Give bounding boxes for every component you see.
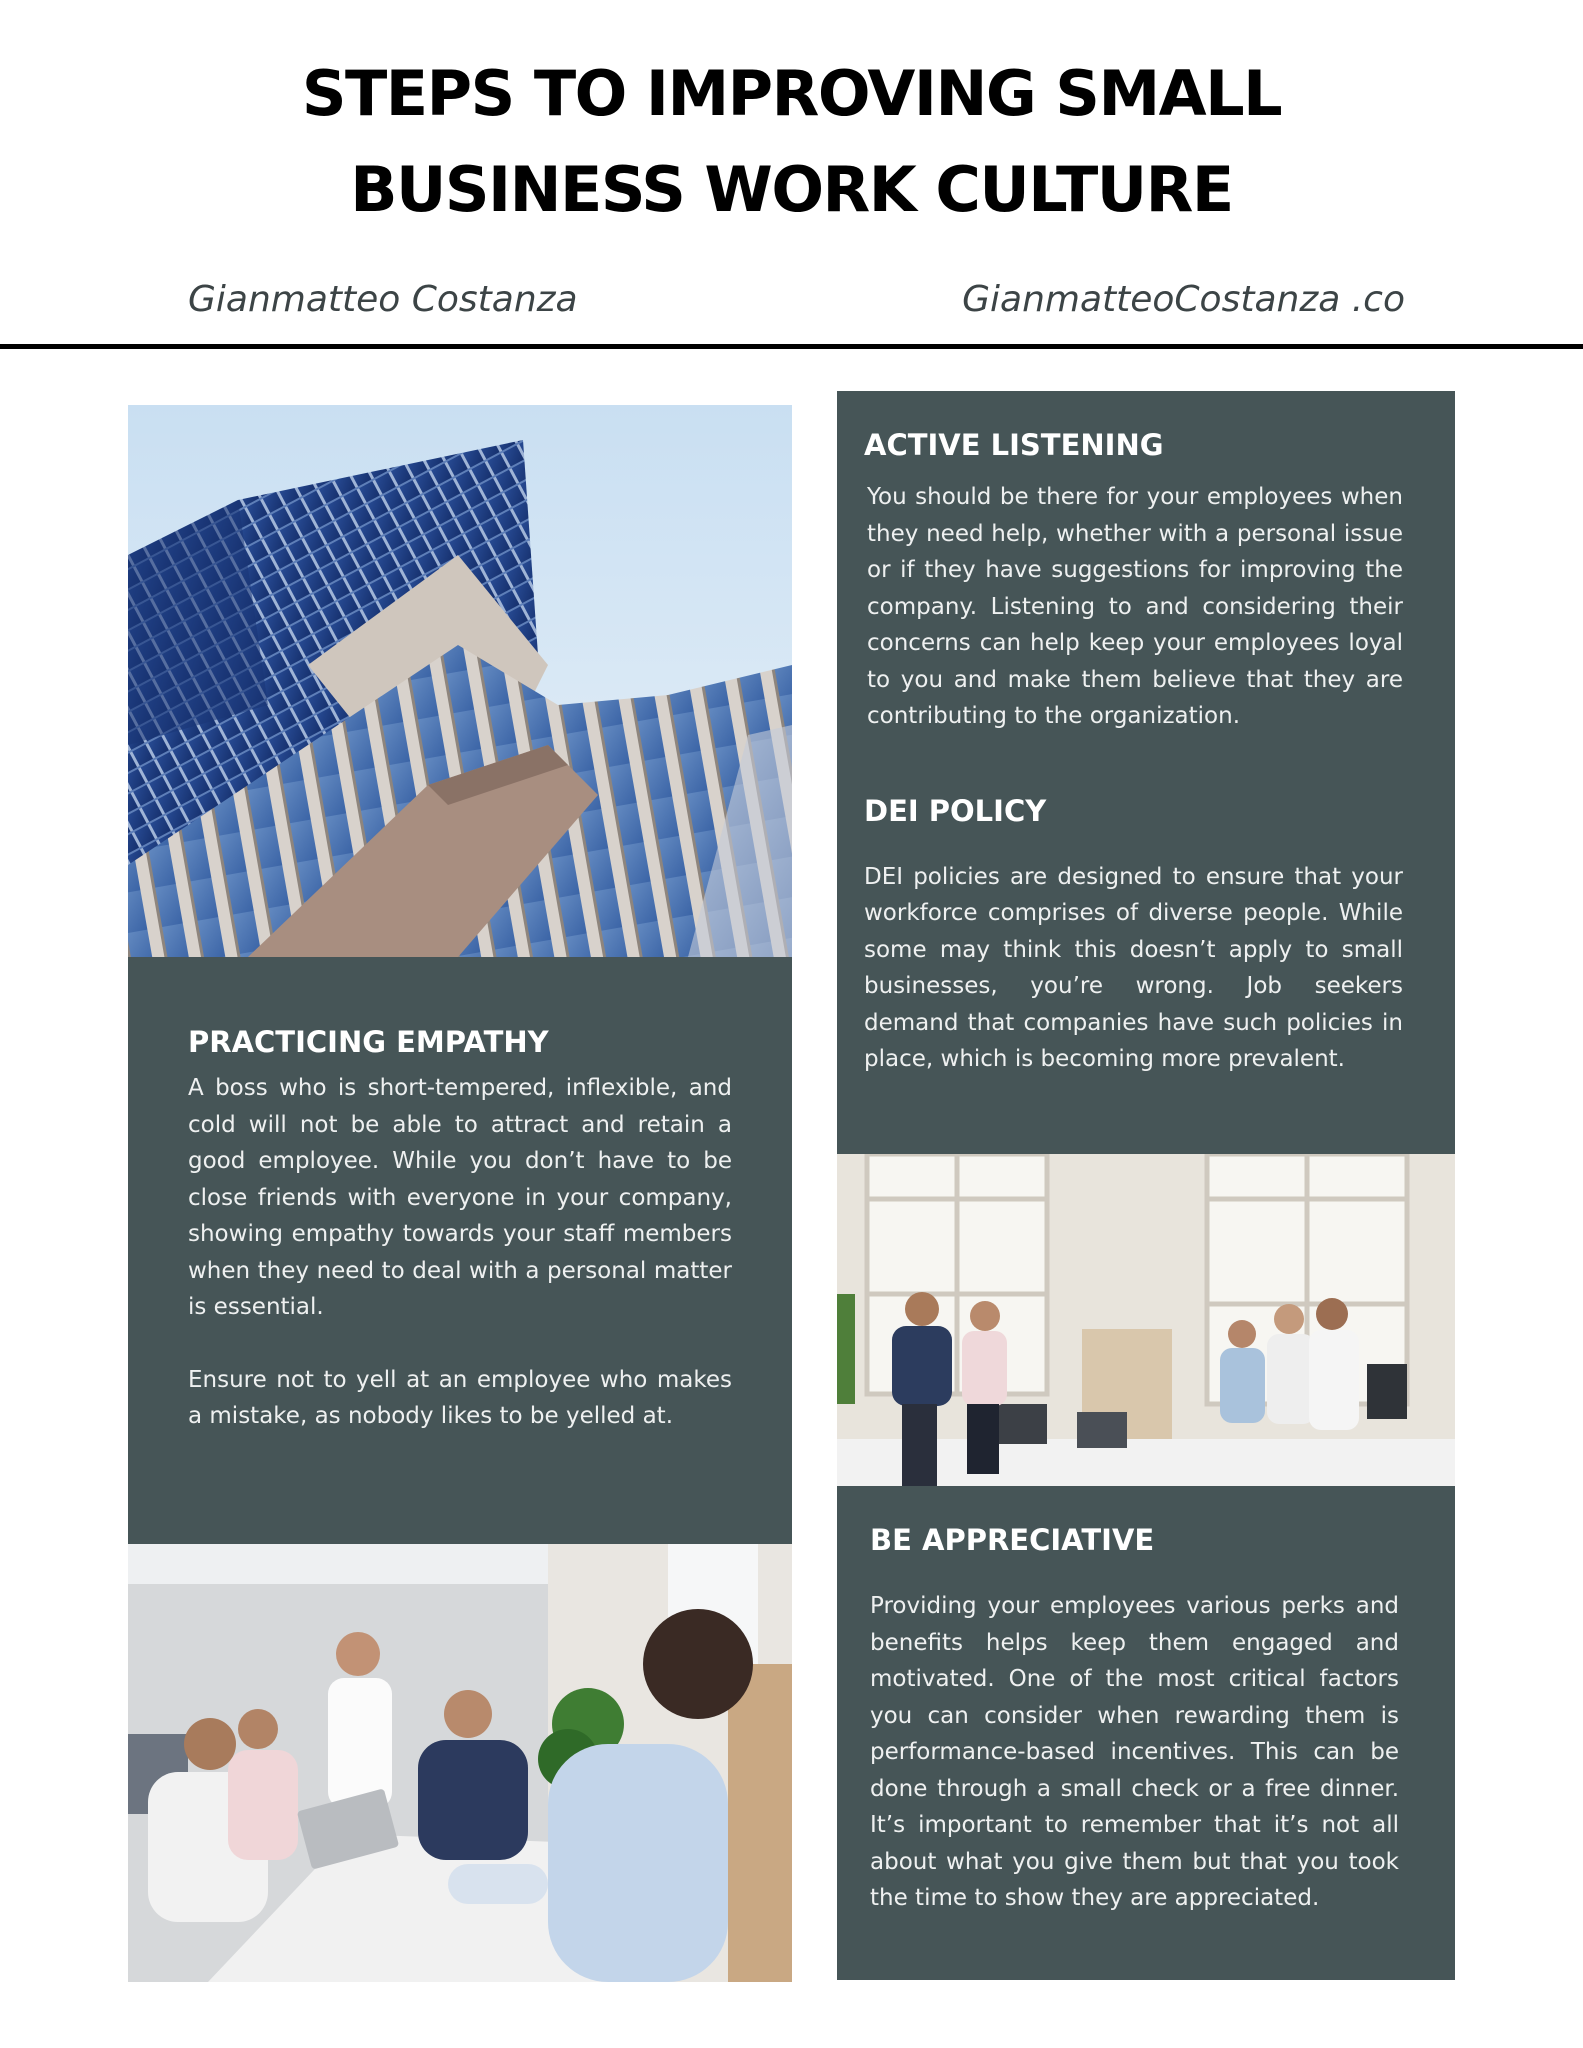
listening-dei-panel xyxy=(837,391,1455,1154)
author-name: Gianmatteo Costanza xyxy=(188,279,578,320)
office-team-photo xyxy=(837,1154,1455,1486)
header-divider xyxy=(0,344,1583,349)
appreciative-paragraph: Providing your employees various perks and benefits helps keep them engaged and motivated. One of the most critical factors you can consider when rewarding them is performance-based incentives. This can be done through a small check or a free dinner. It’s important to remember that it’s not all about what you give them but that you took the time to show they are appreciated. xyxy=(870,1593,1399,1911)
website-name: GianmatteoCostanza .co xyxy=(962,279,1405,320)
title-line-1: STEPS TO IMPROVING SMALL xyxy=(301,57,1282,130)
listening-heading: ACTIVE LISTENING xyxy=(864,428,1164,462)
page-title xyxy=(0,46,1583,238)
empathy-panel xyxy=(128,957,792,1544)
dei-paragraph: DEI policies are designed to ensure that your workforce comprises of diverse people. While some may think this doesn’t apply to small businesses, you’re wrong. Job seekers demand that companies have such policies in place, which is becoming more prevalent. xyxy=(864,863,1403,1072)
meeting-photo xyxy=(128,1544,792,1982)
title-line-2: BUSINESS WORK CULTURE xyxy=(350,153,1233,226)
listening-paragraph: You should be there for your employees when they need help, whether with a personal issue or if they have suggestions for improving the company. Listening to and considering their concerns can help keep your employees loyal to you and make them believe that they are contributing to the organization. xyxy=(867,484,1403,729)
building-photo xyxy=(128,405,792,957)
appreciative-panel xyxy=(837,1486,1455,1980)
empathy-paragraph-2: Ensure not to yell at an employee who makes a mistake, as nobody likes to be yelled at. xyxy=(188,1366,732,1429)
dei-heading: DEI POLICY xyxy=(864,793,1047,828)
empathy-heading: PRACTICING EMPATHY xyxy=(188,1025,549,1059)
appreciative-heading: BE APPRECIATIVE xyxy=(870,1523,1155,1557)
empathy-paragraph-1: A boss who is short-tempered, inflexible, and cold will not be able to attract and retain a good employee. While you don’t have to be close friends with everyone in your company, showing empathy towards your staff members when they need to deal with a personal matter is essential. xyxy=(188,1075,732,1320)
